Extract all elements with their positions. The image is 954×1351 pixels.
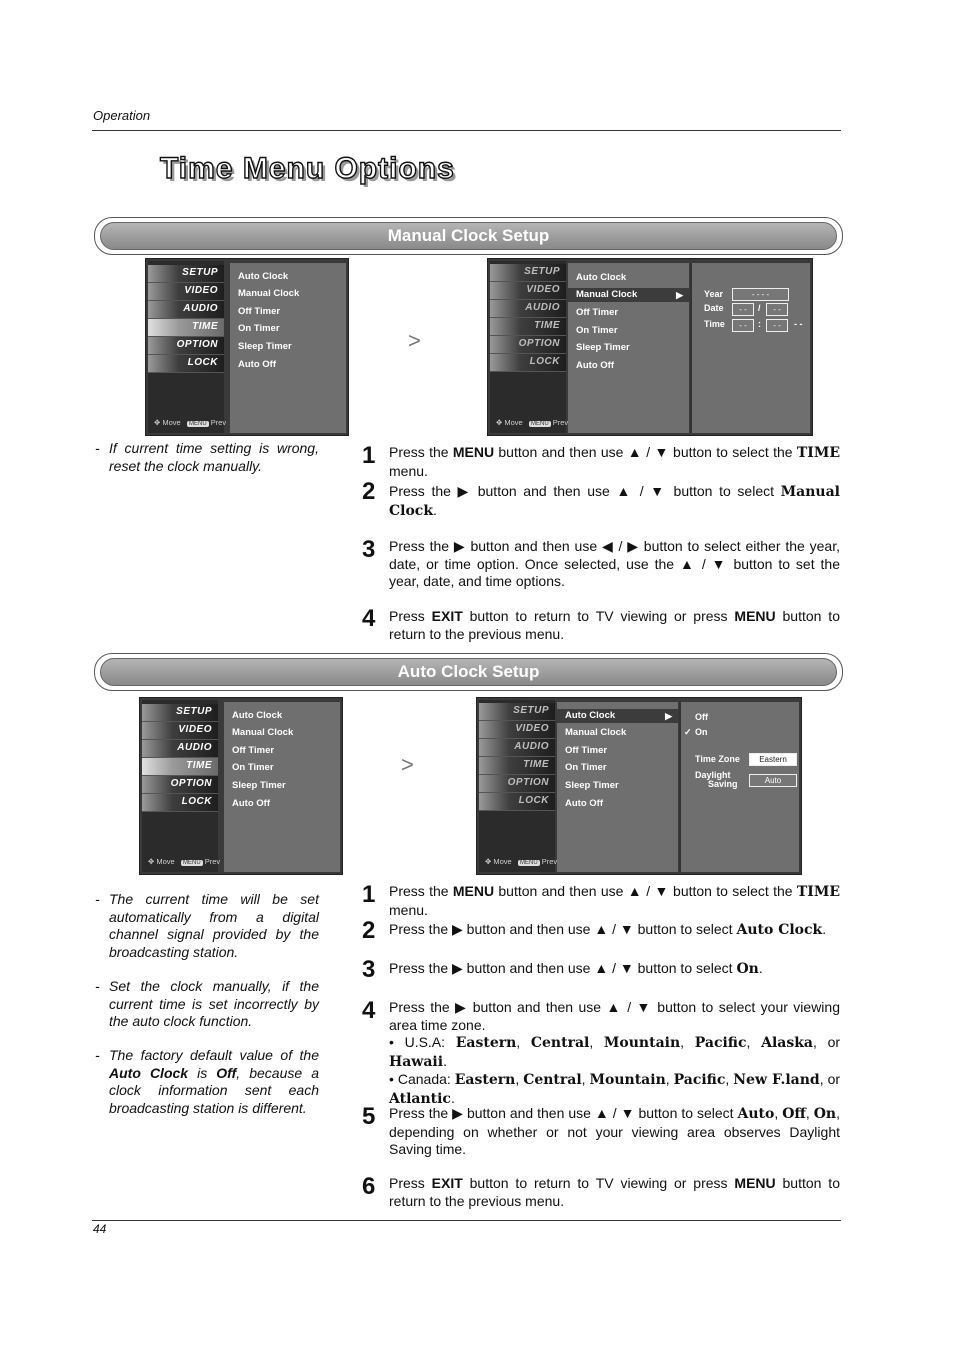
- auto-clock-heading: Auto Clock Setup: [397, 662, 540, 681]
- year-label: Year: [704, 289, 724, 299]
- time-label: Time: [704, 319, 725, 329]
- auto-step-2: Press the ▶ button and then use ▲ / ▼ button to select Auto Clock.: [389, 921, 827, 938]
- step-number: 4: [362, 605, 376, 632]
- osd-tab-video: VIDEO: [490, 282, 566, 300]
- osd-auto-clock: [476, 697, 802, 875]
- osd-tab-option: OPTION: [148, 337, 224, 355]
- step-number: 5: [362, 1103, 376, 1130]
- time-zone-field: Eastern: [749, 753, 797, 766]
- osd-time-menu: [139, 697, 343, 875]
- auto-step-4: Press the ▶ button and then use ▲ / ▼ button to select your viewing area time zone. • U.S.A: Eastern, Central, Mountain, Pacific, Alaska, or Hawaii. • Canada: Eastern, Central, Mountain, Pacific, New F.land, or Atlantic.: [389, 999, 841, 1107]
- osd-footer: ✥ Move MENU Prev: [496, 418, 569, 427]
- osd-item-manual-clock-selected: Manual Clock ▶: [568, 288, 689, 302]
- option-off: Off: [695, 712, 708, 722]
- osd-tab-lock: LOCK: [148, 355, 224, 373]
- step-number: 1: [362, 881, 376, 908]
- section-label: Operation: [93, 108, 151, 123]
- osd-item-off-timer: Off Timer: [576, 307, 619, 318]
- osd-item-on-timer: On Timer: [232, 762, 274, 773]
- osd-item-auto-off: Auto Off: [565, 798, 603, 809]
- osd-tab-video: VIDEO: [148, 283, 224, 301]
- auto-step-1: Press the MENU button and then use ▲ / ▼ button to select the TIME menu.: [389, 883, 841, 918]
- step-number: 6: [362, 1173, 376, 1200]
- osd-item-off-timer: Off Timer: [232, 745, 275, 756]
- osd-item-on-timer: On Timer: [238, 323, 280, 334]
- step-number: 3: [362, 956, 376, 983]
- right-arrow-icon: ▶: [665, 711, 672, 721]
- osd-item-off-timer: Off Timer: [238, 306, 281, 317]
- date-separator: /: [758, 303, 761, 313]
- date-month-field: - -: [732, 303, 754, 316]
- auto-note-3: - The factory default value of the Auto Clock is Off, because a clock information sent each broadcasting station is different.: [95, 1047, 319, 1116]
- osd-clock-panel: [690, 263, 810, 433]
- manual-step-2: Press the ▶ button and then use ▲ / ▼ button to select Manual Clock.: [389, 483, 840, 519]
- osd-item-auto-off: Auto Off: [576, 360, 614, 371]
- osd-tab-time: TIME: [479, 757, 555, 775]
- daylight-saving-field: Auto: [749, 774, 797, 787]
- page-number: 44: [93, 1222, 107, 1236]
- footer-rule: [92, 1220, 841, 1221]
- osd-tab-lock: LOCK: [490, 354, 566, 372]
- osd-tab-video: VIDEO: [142, 722, 218, 740]
- osd-item-auto-clock: Auto Clock: [576, 272, 627, 283]
- osd-item-manual-clock: Manual Clock: [238, 288, 300, 299]
- auto-note-1: - The current time will be set automatically from a digital channel signal provided by the broadcasting station.: [95, 891, 319, 960]
- osd-tab-setup: SETUP: [148, 265, 224, 283]
- osd-tab-audio: AUDIO: [148, 301, 224, 319]
- manual-clock-heading: Manual Clock Setup: [387, 226, 550, 245]
- osd-item-off-timer: Off Timer: [565, 745, 608, 756]
- osd-item-auto-off: Auto Off: [232, 798, 270, 809]
- osd-footer: ✥ Move MENU Prev: [148, 857, 221, 866]
- option-on: On: [695, 727, 708, 737]
- manual-note: - If current time setting is wrong, reset the clock manually.: [95, 440, 319, 474]
- osd-item-sleep-timer: Sleep Timer: [565, 780, 619, 791]
- osd-item-auto-off: Auto Off: [238, 359, 276, 370]
- pointer-arrow-icon: >: [401, 752, 414, 777]
- saving-label: Saving: [708, 779, 738, 789]
- osd-tab-video: VIDEO: [479, 721, 555, 739]
- date-label: Date: [704, 303, 724, 313]
- osd-item-manual-clock: Manual Clock: [565, 727, 627, 738]
- osd-footer: ✥ Move MENU Prev: [154, 418, 227, 427]
- osd-item-auto-clock-selected: Auto Clock ▶: [557, 709, 678, 723]
- manual-step-3: Press the ▶ button and then use ◀ / ▶ button to select either the year, date, or time option. Once selected, use the ▲ / ▼ button to set the year, date, and time options.: [389, 538, 840, 589]
- manual-step-4: Press EXIT button to return to TV viewing or press MENU button to return to the previous menu.: [389, 608, 840, 642]
- osd-tab-setup: SETUP: [142, 704, 218, 722]
- auto-step-6: Press EXIT button to return to TV viewing or press MENU button to return to the previous menu.: [389, 1175, 840, 1209]
- osd-item-auto-clock: Auto Clock: [238, 271, 289, 282]
- pointer-arrow-icon: >: [408, 328, 421, 353]
- date-day-field: - -: [766, 303, 788, 316]
- osd-tab-audio: AUDIO: [479, 739, 555, 757]
- osd-tab-audio: AUDIO: [490, 300, 566, 318]
- osd-tab-lock: LOCK: [142, 794, 218, 812]
- osd-item-manual-clock: Manual Clock: [232, 727, 294, 738]
- right-arrow-icon: ▶: [676, 290, 683, 300]
- osd-tab-option: OPTION: [490, 336, 566, 354]
- time-ampm: - -: [794, 319, 803, 329]
- osd-tab-option: OPTION: [142, 776, 218, 794]
- manual-clock-banner: [94, 217, 843, 255]
- osd-item-on-timer: On Timer: [565, 762, 607, 773]
- step-number: 4: [362, 997, 376, 1024]
- osd-tab-audio: AUDIO: [142, 740, 218, 758]
- osd-tab-setup: SETUP: [490, 264, 566, 282]
- time-minute-field: - -: [766, 319, 788, 332]
- auto-step-3: Press the ▶ button and then use ▲ / ▼ button to select On.: [389, 960, 763, 977]
- auto-note-2: - Set the clock manually, if the current time is set incorrectly by the auto clock function.: [95, 978, 319, 1029]
- osd-tab-time: TIME: [142, 758, 218, 776]
- page-title: Time Menu Options: [160, 152, 455, 185]
- osd-item-sleep-timer: Sleep Timer: [576, 342, 630, 353]
- step-number: 3: [362, 536, 376, 563]
- osd-item-sleep-timer: Sleep Timer: [232, 780, 286, 791]
- step-number: 2: [362, 917, 376, 944]
- manual-step-1: Press the MENU button and then use ▲ / ▼ button to select the TIME menu.: [389, 444, 841, 479]
- check-icon: ✓: [684, 727, 692, 737]
- time-separator: :: [758, 319, 761, 329]
- osd-manual-clock: [487, 258, 813, 436]
- osd-tab-option: OPTION: [479, 775, 555, 793]
- daylight-label: Daylight: [695, 770, 731, 780]
- osd-tab-time: TIME: [148, 319, 224, 337]
- osd-auto-clock-panel: [679, 702, 799, 872]
- header-rule: [92, 130, 841, 131]
- osd-footer: ✥ Move MENU Prev: [485, 857, 558, 866]
- auto-step-5: Press the ▶ button and then use ▲ / ▼ button to select Auto, Off, On, depending on whether or not your viewing area observes Daylight Saving time.: [389, 1105, 840, 1157]
- time-zone-label: Time Zone: [695, 754, 740, 764]
- osd-time-menu: [145, 258, 349, 436]
- osd-tab-lock: LOCK: [479, 793, 555, 811]
- step-number: 2: [362, 478, 376, 505]
- time-hour-field: - -: [732, 319, 754, 332]
- auto-clock-banner: [94, 653, 843, 691]
- osd-item-sleep-timer: Sleep Timer: [238, 341, 292, 352]
- osd-item-on-timer: On Timer: [576, 325, 618, 336]
- osd-item-auto-clock: Auto Clock: [232, 710, 283, 721]
- step-number: 1: [362, 442, 376, 469]
- year-field: - - - -: [732, 288, 789, 301]
- osd-tab-time: TIME: [490, 318, 566, 336]
- osd-tab-setup: SETUP: [479, 703, 555, 721]
